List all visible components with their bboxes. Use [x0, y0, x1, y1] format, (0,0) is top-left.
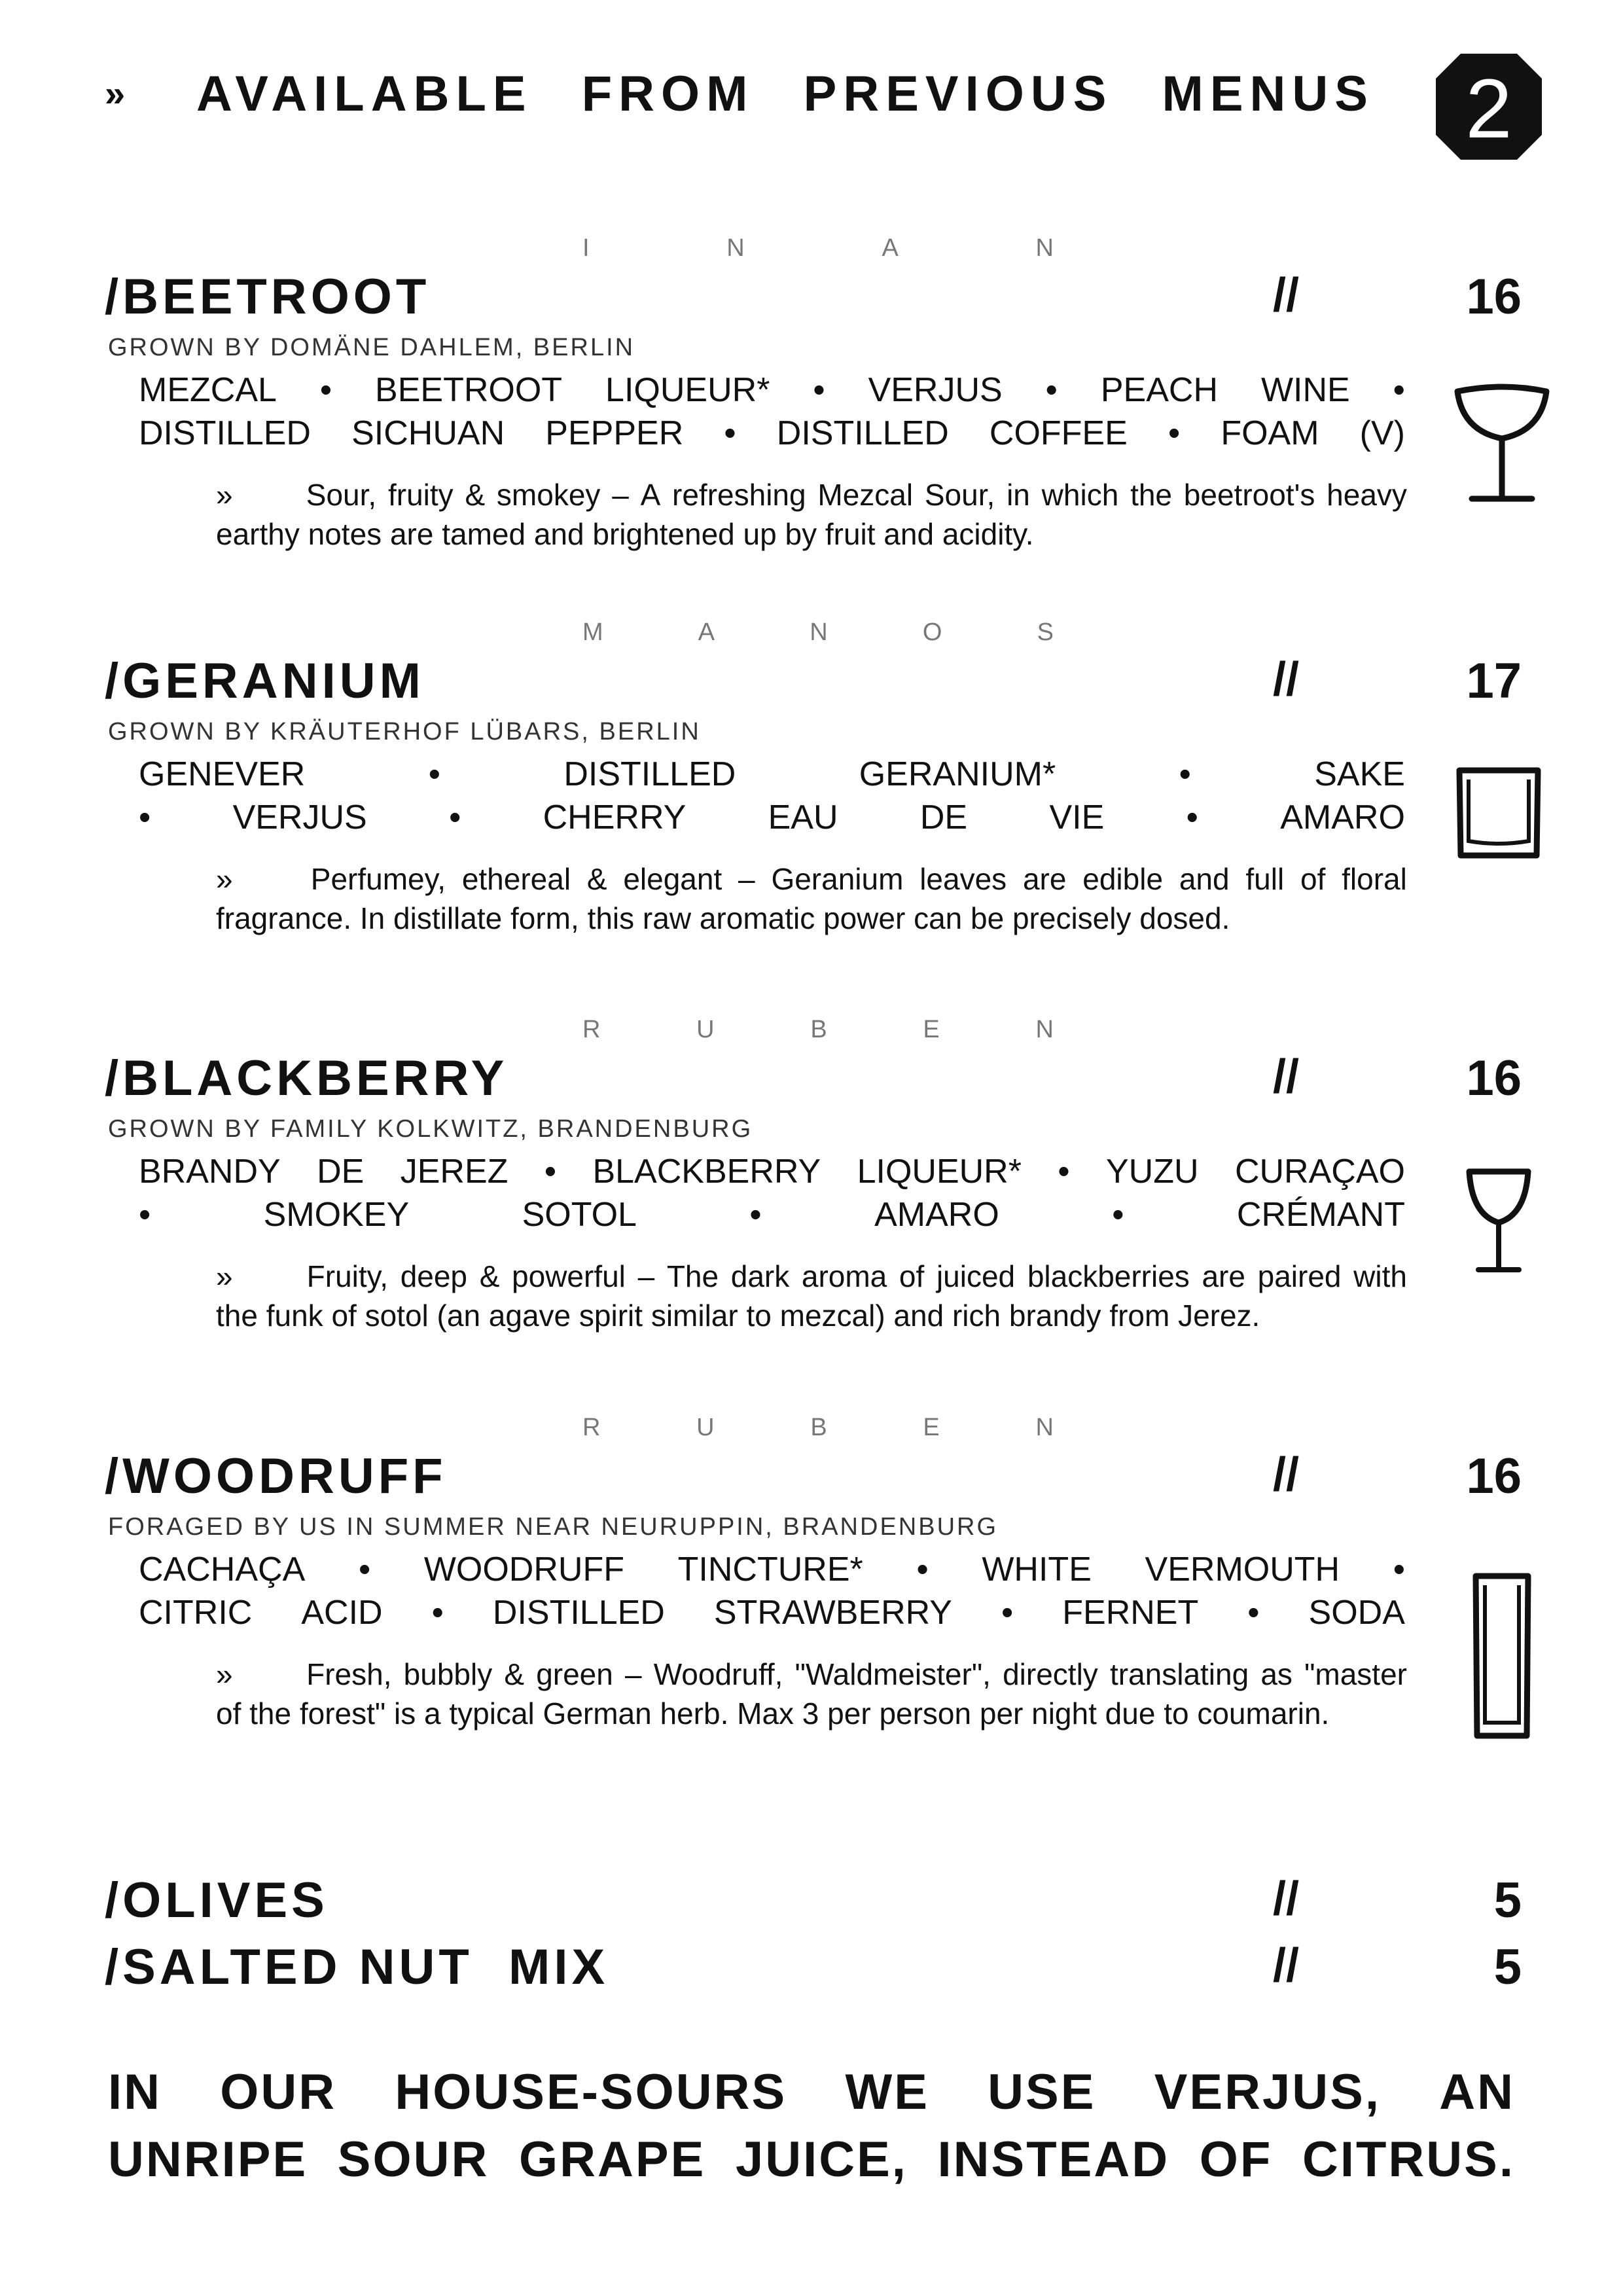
description-word: heavy — [1327, 478, 1407, 512]
description-word: elegant — [623, 862, 722, 896]
bartender-letter: N — [1035, 1016, 1054, 1043]
ingredient-bullet: • — [1001, 1594, 1014, 1632]
description-word: juiced — [936, 1259, 1016, 1293]
item-name: /SALTED NUT MIX — [105, 1939, 609, 1995]
drink-item-woodruff — [0, 1414, 1623, 1780]
footer-word: OUR — [220, 2064, 337, 2120]
description-word: fruity — [387, 478, 454, 512]
ingredient-bullet: • — [319, 371, 332, 409]
description-word: aroma — [801, 1259, 887, 1293]
bartender-letter: B — [810, 1016, 827, 1043]
ingredient-word: CHERRY — [543, 798, 687, 836]
bartender-letter: R — [582, 1016, 601, 1043]
ingredient-list — [139, 368, 1405, 455]
footer-word: GRAPE — [519, 2132, 706, 2187]
description-arrow: » — [216, 862, 233, 896]
ingredient-bullet: • — [1393, 1551, 1405, 1588]
description-word: of — [1300, 862, 1326, 896]
drink-price: 16 — [1466, 269, 1522, 325]
description-word: & — [586, 862, 607, 896]
ingredient-line — [139, 796, 1405, 839]
ingredient-word: (V) — [1359, 414, 1405, 452]
description-word: are — [1022, 862, 1067, 896]
ingredient-bullet: • — [916, 1551, 929, 1588]
drink-origin: GROWN BY DOMÄNE DAHLEM, BERLIN — [108, 334, 635, 361]
ingredient-list — [139, 753, 1405, 839]
ingredient-word: PEPPER — [545, 414, 684, 452]
ingredient-word: FERNET — [1062, 1594, 1199, 1632]
drink-price: 16 — [1466, 1448, 1522, 1504]
ingredient-word: VERJUS — [868, 371, 1003, 409]
description-text: of the forest" is a typical German herb. Max 3 per person per night due to coumarin. — [216, 1696, 1330, 1731]
ingredient-word: SICHUAN — [351, 414, 505, 452]
bartender-letter: N — [1035, 234, 1054, 262]
menu-item-salted-nut-mix — [0, 1939, 1623, 2004]
bartender-letter: R — [582, 1414, 601, 1441]
item-price: 5 — [1493, 1873, 1522, 1928]
ingredient-word: STRAWBERRY — [713, 1594, 952, 1632]
description-word: A — [640, 478, 661, 512]
description-word: refreshing — [672, 478, 806, 512]
ingredient-word: VERMOUTH — [1145, 1551, 1340, 1588]
ingredient-bullet: • — [1058, 1153, 1070, 1191]
ingredient-word: SAKE — [1314, 755, 1405, 793]
ingredient-bullet: • — [431, 1594, 444, 1632]
ingredient-word: LIQUEUR* — [605, 371, 770, 409]
description-arrow: » — [216, 1259, 233, 1293]
ingredient-line — [139, 1193, 1405, 1236]
ingredient-word: LIQUEUR* — [857, 1153, 1022, 1191]
description-word: Geranium — [771, 862, 904, 896]
ingredient-line — [139, 753, 1405, 796]
description-word: the — [1130, 478, 1173, 512]
drink-name: /BLACKBERRY — [105, 1050, 508, 1106]
description-word: dark — [730, 1259, 790, 1293]
ingredient-bullet: • — [1045, 371, 1058, 409]
description-line — [216, 1655, 1407, 1694]
footer-line — [108, 2126, 1515, 2193]
page-title — [196, 65, 1374, 122]
description-word: green — [536, 1657, 613, 1691]
page-number-badge — [1433, 51, 1544, 162]
footer-word: AN — [1439, 2064, 1515, 2120]
ingredient-word: DE — [317, 1153, 365, 1191]
header-arrow: » — [105, 73, 126, 114]
description-word: blackberries — [1027, 1259, 1190, 1293]
ingredient-word: DISTILLED — [776, 414, 949, 452]
price-separator: // — [1273, 1448, 1300, 1501]
footer-word: VERJUS, — [1154, 2064, 1381, 2120]
description-word: and — [1179, 862, 1230, 896]
menu-item-olives — [0, 1872, 1623, 1937]
ingredient-word: BRANDY — [139, 1153, 281, 1191]
ingredient-bullet: • — [358, 1551, 371, 1588]
ingredient-word: CITRIC — [139, 1594, 253, 1632]
ingredient-line — [139, 412, 1405, 455]
coupe-glass-icon — [1450, 378, 1554, 509]
ingredient-word: WINE — [1260, 371, 1350, 409]
description-word: Sour, — [306, 478, 377, 512]
description-text: fragrance. In distillate form, this raw aromatic power can be precisely dosed. — [216, 901, 1230, 935]
ingredient-word: AMARO — [1280, 798, 1405, 836]
ingredient-word: CACHAÇA — [139, 1551, 306, 1588]
description-word: paired — [1257, 1259, 1342, 1293]
drink-name: /GERANIUM — [105, 653, 425, 709]
description-word: – — [612, 478, 629, 512]
description-word: deep — [400, 1259, 468, 1293]
ingredient-word: BEETROOT — [375, 371, 563, 409]
description-line — [216, 1257, 1407, 1296]
rocks-glass-icon — [1453, 764, 1544, 862]
ingredient-word: CURAÇAO — [1234, 1153, 1405, 1191]
ingredient-word: SMOKEY — [263, 1196, 410, 1234]
footer-word: IN — [108, 2064, 162, 2120]
title-word: PREVIOUS — [803, 66, 1113, 122]
ingredient-bullet: • — [139, 798, 151, 836]
ingredient-word: EAU — [768, 798, 838, 836]
bartender-letter: N — [726, 234, 745, 262]
description-arrow: » — [216, 478, 233, 512]
ingredient-bullet: • — [1247, 1594, 1260, 1632]
ingredient-line — [139, 1591, 1405, 1634]
ingredient-bullet: • — [724, 414, 736, 452]
bartender-letter: I — [582, 234, 590, 262]
item-price: 5 — [1493, 1939, 1522, 1995]
ingredient-word: COFFEE — [989, 414, 1128, 452]
ingredient-word: WOODRUFF — [423, 1551, 624, 1588]
description-word: as — [1260, 1657, 1293, 1691]
description-arrow: » — [216, 1657, 233, 1691]
ingredient-list — [139, 1150, 1405, 1236]
description-line — [216, 859, 1407, 899]
ingredient-word: TINCTURE* — [677, 1551, 863, 1588]
bartender-name — [582, 619, 1054, 647]
bartender-letter: U — [696, 1414, 715, 1441]
bartender-letter: B — [810, 1414, 827, 1441]
ingredient-bullet: • — [544, 1153, 557, 1191]
footer-word: OF — [1199, 2132, 1273, 2187]
description-word: & — [504, 1657, 525, 1691]
bartender-letter: O — [922, 619, 942, 646]
ingredient-bullet: • — [749, 1196, 762, 1234]
ingredient-bullet: • — [1393, 371, 1405, 409]
drink-description — [216, 1257, 1407, 1335]
description-word: bubbly — [403, 1657, 493, 1691]
ingredient-line — [139, 1548, 1405, 1591]
description-word: – — [738, 862, 755, 896]
ingredient-word: CRÉMANT — [1236, 1196, 1405, 1234]
drink-item-blackberry — [0, 1016, 1623, 1382]
description-word: Fresh, — [306, 1657, 392, 1691]
ingredient-word: VIE — [1049, 798, 1105, 836]
ingredient-bullet: • — [139, 1196, 151, 1234]
description-word: – — [637, 1259, 655, 1293]
description-word: Woodruff, — [653, 1657, 783, 1691]
drink-price: 16 — [1466, 1050, 1522, 1106]
ingredient-bullet: • — [1112, 1196, 1124, 1234]
description-word: Mezcal — [817, 478, 914, 512]
bartender-letter: N — [810, 619, 828, 646]
description-word: powerful — [512, 1259, 626, 1293]
item-name: /OLIVES — [105, 1873, 329, 1928]
bartender-letter: N — [1035, 1414, 1054, 1441]
ingredient-word: DE — [919, 798, 968, 836]
description-word: & — [479, 1259, 500, 1293]
ingredient-bullet: • — [449, 798, 461, 836]
bartender-name — [582, 234, 1054, 262]
description-word: edible — [1082, 862, 1164, 896]
bartender-name — [582, 1414, 1054, 1442]
description-word: floral — [1342, 862, 1407, 896]
price-separator: // — [1273, 269, 1300, 321]
ingredient-word: DISTILLED — [492, 1594, 665, 1632]
description-text: the funk of sotol (an agave spirit similar to mezcal) and rich brandy from Jerez. — [216, 1299, 1260, 1333]
footer-word: INSTEAD — [937, 2132, 1170, 2187]
ingredient-word: WHITE — [982, 1551, 1092, 1588]
drink-description — [216, 1655, 1407, 1733]
description-word: Sour, — [924, 478, 995, 512]
description-word: "master — [1304, 1657, 1407, 1691]
ingredient-word: SODA — [1308, 1594, 1405, 1632]
ingredient-line — [139, 1150, 1405, 1193]
bartender-letter: E — [923, 1016, 940, 1043]
ingredient-bullet: • — [1168, 414, 1181, 452]
footer-word: WE — [845, 2064, 929, 2120]
price-separator: // — [1273, 1873, 1300, 1925]
ingredient-list — [139, 1548, 1405, 1634]
bartender-letter: S — [1037, 619, 1054, 646]
price-separator: // — [1273, 1050, 1300, 1103]
drink-origin: GROWN BY FAMILY KOLKWITZ, BRANDENBURG — [108, 1115, 753, 1143]
highball-glass-icon — [1469, 1571, 1535, 1741]
ingredient-word: SOTOL — [522, 1196, 637, 1234]
description-word: leaves — [919, 862, 1007, 896]
description-text: earthy notes are tamed and brightened up by fruit and acidity. — [216, 517, 1034, 551]
ingredient-word: ACID — [301, 1594, 383, 1632]
footer-line — [108, 2058, 1515, 2126]
footer-word: JUICE, — [735, 2132, 908, 2187]
drink-name: /BEETROOT — [105, 269, 431, 325]
price-separator: // — [1273, 1939, 1300, 1992]
ingredient-word: DISTILLED — [139, 414, 311, 452]
bartender-letter: U — [696, 1016, 715, 1043]
ingredient-bullet: • — [1179, 755, 1191, 793]
drink-item-geranium — [0, 619, 1623, 985]
stemmed-glass-icon — [1463, 1165, 1535, 1276]
title-word: MENUS — [1162, 66, 1374, 122]
description-word: Perfumey, — [310, 862, 446, 896]
ingredient-word: VERJUS — [232, 798, 367, 836]
description-line — [216, 899, 1407, 938]
description-word: ethereal — [461, 862, 571, 896]
description-word: – — [624, 1657, 642, 1691]
footer-word: SOUR — [337, 2132, 490, 2187]
description-word: smokey — [496, 478, 601, 512]
description-line — [216, 475, 1407, 514]
footer-word: HOUSE-SOURS — [395, 2064, 787, 2120]
ingredient-word: FOAM — [1221, 414, 1319, 452]
ingredient-bullet: • — [1186, 798, 1198, 836]
description-word: of — [899, 1259, 925, 1293]
drink-item-beetroot — [0, 234, 1623, 601]
ingredient-word: JEREZ — [400, 1153, 508, 1191]
ingredient-word: BLACKBERRY — [592, 1153, 821, 1191]
description-word: "Waldmeister", — [794, 1657, 991, 1691]
description-line — [216, 514, 1407, 554]
footer-note — [108, 2058, 1515, 2193]
ingredient-bullet: • — [428, 755, 440, 793]
ingredient-word: AMARO — [874, 1196, 999, 1234]
footer-word: UNRIPE — [108, 2132, 308, 2187]
description-line — [216, 1694, 1407, 1733]
ingredient-word: DISTILLED — [563, 755, 736, 793]
ingredient-line — [139, 368, 1405, 412]
description-word: translating — [1109, 1657, 1249, 1691]
ingredient-bullet: • — [813, 371, 825, 409]
description-word: Fruity, — [306, 1259, 389, 1293]
description-word: & — [465, 478, 486, 512]
description-word: which — [1041, 478, 1119, 512]
description-word: in — [1007, 478, 1030, 512]
title-word: FROM — [581, 66, 755, 122]
description-word: are — [1202, 1259, 1245, 1293]
title-word: AVAILABLE — [196, 66, 533, 122]
drink-description — [216, 475, 1407, 554]
footer-word: USE — [988, 2064, 1096, 2120]
drink-origin: GROWN BY KRÄUTERHOF LÜBARS, BERLIN — [108, 718, 701, 745]
drink-price: 17 — [1466, 653, 1522, 709]
ingredient-word: GERANIUM* — [859, 755, 1056, 793]
description-word: full — [1245, 862, 1285, 896]
description-word: beetroot's — [1183, 478, 1315, 512]
footer-word: CITRUS. — [1302, 2132, 1515, 2187]
description-line — [216, 1296, 1407, 1335]
ingredient-word: PEACH — [1100, 371, 1218, 409]
drink-origin: FORAGED BY US IN SUMMER NEAR NEURUPPIN, BRANDENBURG — [108, 1513, 999, 1541]
bartender-letter: E — [923, 1414, 940, 1441]
ingredient-word: YUZU — [1105, 1153, 1199, 1191]
bartender-letter: M — [582, 619, 603, 646]
description-word: directly — [1003, 1657, 1098, 1691]
drink-name: /WOODRUFF — [105, 1448, 447, 1504]
ingredient-word: MEZCAL — [139, 371, 277, 409]
page-number: 2 — [1465, 62, 1512, 156]
description-word: with — [1353, 1259, 1407, 1293]
drink-description — [216, 859, 1407, 938]
price-separator: // — [1273, 653, 1300, 706]
description-word: The — [666, 1259, 719, 1293]
bartender-letter: A — [698, 619, 715, 646]
bartender-letter: A — [882, 234, 899, 262]
bartender-name — [582, 1016, 1054, 1044]
ingredient-word: GENEVER — [139, 755, 306, 793]
